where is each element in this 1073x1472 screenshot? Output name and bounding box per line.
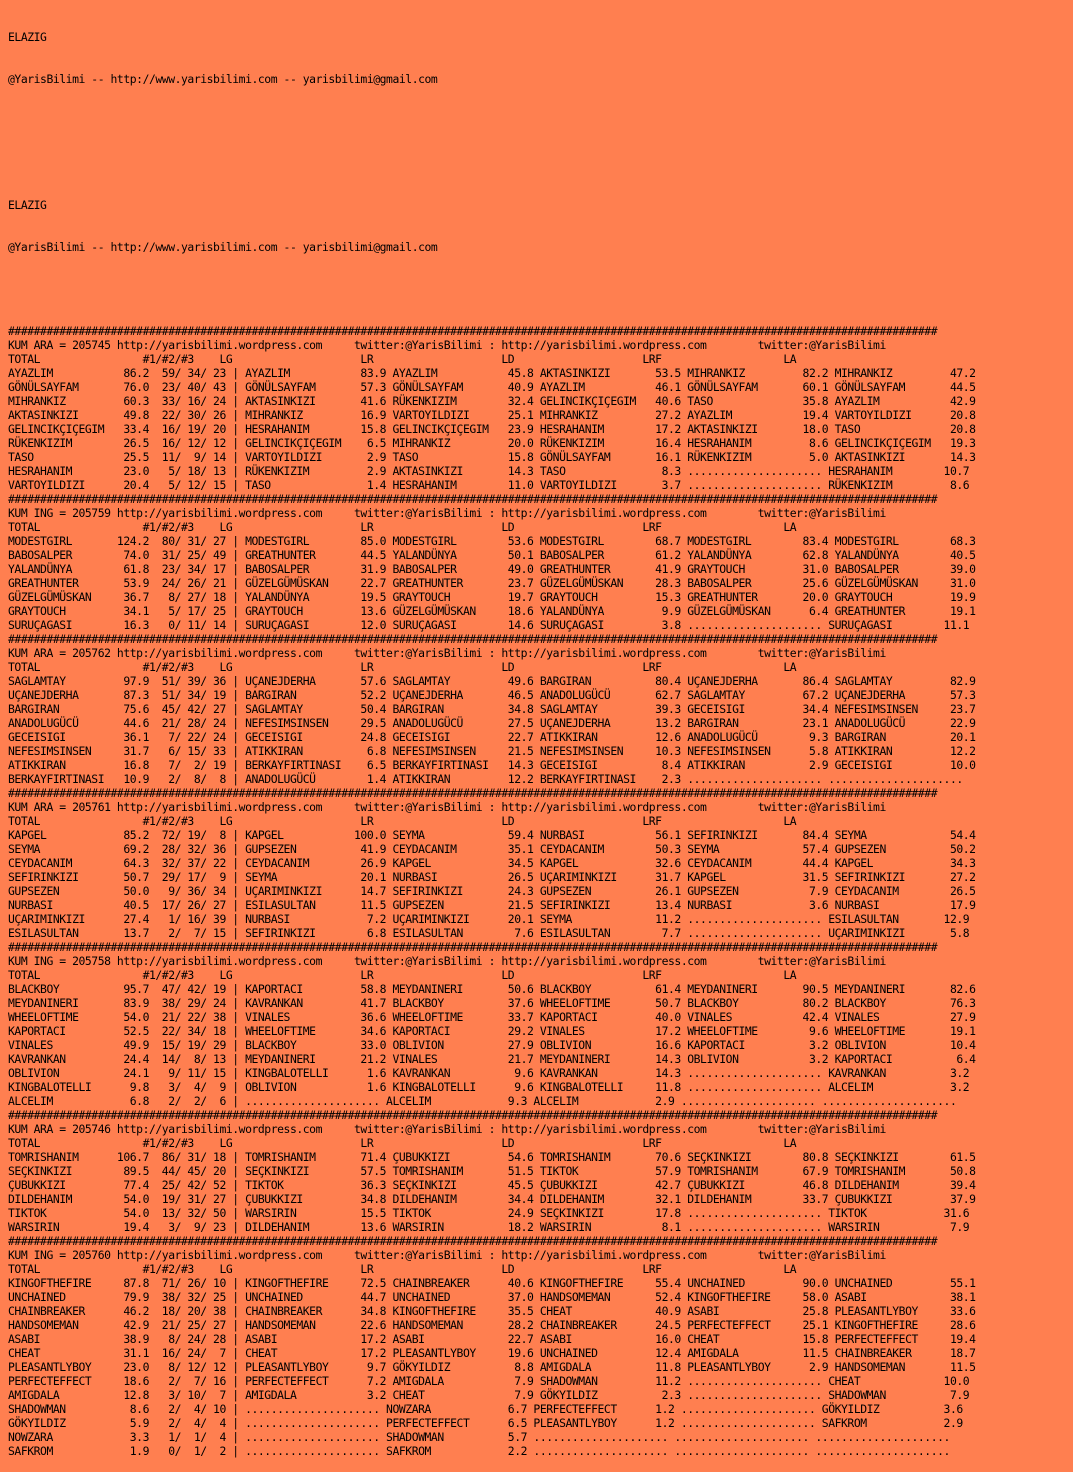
table-row: AKTASINKIZI 49.8 22/ 30/ 26 | MIHRANKIZ 16.9 VARTOYILDIZI 25.1 MIHRANKIZ 27.2 AYAZLIM 19.4 VARTOYILDIZI 20.8 — [8, 408, 976, 422]
table-row: ÇUBUKKIZI 77.4 25/ 42/ 52 | TIKTOK 36.3 SEÇKINKIZI 45.5 ÇUBUKKIZI 42.7 ÇUBUKKIZI 46.8 DILDEHANIM 39.4 — [8, 1178, 976, 1192]
race-info-line: KUM ING = 205759 http://yarisbilimi.wordpress.com twitter:@YarisBilimi : http://yarisbilimi.wordpress.com twitter:@YarisBilimi — [8, 506, 886, 520]
table-row: ASABI 38.9 8/ 24/ 28 | ASABI 17.2 ASABI 22.7 ASABI 16.0 CHEAT 15.8 PERFECTEFFECT 19.4 — [8, 1332, 976, 1346]
column-headers: TOTAL #1/#2/#3 LG LR LD LRF LA — [8, 968, 797, 982]
table-row: KAPORTACI 52.5 22/ 34/ 18 | WHEELOFTIME 34.6 KAPORTACI 29.2 VINALES 17.2 WHEELOFTIME 9.6 WHEELOFTIME 19.1 — [8, 1024, 976, 1038]
table-row: MODESTGIRL 124.2 80/ 31/ 27 | MODESTGIRL 85.0 MODESTGIRL 53.6 MODESTGIRL 68.7 MODESTGIRL 83.4 MODESTGIRL 68.3 — [8, 534, 976, 548]
table-row: GRAYTOUCH 34.1 5/ 17/ 25 | GRAYTOUCH 13.6 GÜZELGÜMÜSKAN 18.6 YALANDÜNYA 9.9 GÜZELGÜMÜSKAN 6.4 GREATHUNTER 19.1 — [8, 604, 976, 618]
column-headers: TOTAL #1/#2/#3 LG LR LD LRF LA — [8, 1262, 797, 1276]
table-row: GECEISIGI 36.1 7/ 22/ 24 | GECEISIGI 24.8 GECEISIGI 22.7 ATIKKIRAN 12.6 ANADOLUGÜCÜ 9.3 BARGIRAN 20.1 — [8, 730, 976, 744]
table-row: NURBASI 40.5 17/ 26/ 27 | ESILASULTAN 11.5 GUPSEZEN 21.5 SEFIRINKIZI 13.4 NURBASI 3.6 NURBASI 17.9 — [8, 898, 976, 912]
column-headers: TOTAL #1/#2/#3 LG LR LD LRF LA — [8, 352, 797, 366]
table-row: AMIGDALA 12.8 3/ 10/ 7 | AMIGDALA 3.2 CHEAT 7.9 GÖKYILDIZ 2.3 ..................... SHADOWMAN 7.9 — [8, 1388, 970, 1402]
separator-line: ################################################################################################################################################# — [8, 1234, 938, 1248]
table-row: VARTOYILDIZI 20.4 5/ 12/ 15 | TASO 1.4 HESRAHANIM 11.0 VARTOYILDIZI 3.7 ..................... RÜKENKIZIM 8.6 — [8, 478, 970, 492]
column-headers: TOTAL #1/#2/#3 LG LR LD LRF LA — [8, 660, 797, 674]
table-row: UNCHAINED 79.9 38/ 32/ 25 | UNCHAINED 44.7 UNCHAINED 37.0 HANDSOMEMAN 52.4 KINGOFTHEFIRE 58.0 ASABI 38.1 — [8, 1290, 976, 1304]
table-row: WHEELOFTIME 54.0 21/ 22/ 38 | VINALES 36.6 WHEELOFTIME 33.7 KAPORTACI 40.0 VINALES 42.4 VINALES 27.9 — [8, 1010, 976, 1024]
race-table — [8, 324, 1073, 492]
table-row: AYAZLIM 86.2 59/ 34/ 23 | AYAZLIM 83.9 AYAZLIM 45.8 AKTASINKIZI 53.5 MIHRANKIZ 82.2 MIHRANKIZ 47.2 — [8, 366, 976, 380]
table-row: GELINCIKÇIÇEGIM 33.4 16/ 19/ 20 | HESRAHANIM 15.8 GELINCIKÇIÇEGIM 23.9 HESRAHANIM 17.2 AKTASINKIZI 18.0 TASO 20.8 — [8, 422, 976, 436]
race-table — [8, 940, 1073, 1108]
race-tables — [8, 324, 1073, 1458]
table-row: OBLIVION 24.1 9/ 11/ 15 | KINGBALOTELLI 1.6 KAVRANKAN 9.6 KAVRANKAN 14.3 ..................... KAVRANKAN 3.2 — [8, 1066, 970, 1080]
table-row: HESRAHANIM 23.0 5/ 18/ 13 | RÜKENKIZIM 2.9 AKTASINKIZI 14.3 TASO 8.3 ..................... HESRAHANIM 10.7 — [8, 464, 970, 478]
table-row: CHEAT 31.1 16/ 24/ 7 | CHEAT 17.2 PLEASANTLYBOY 19.6 UNCHAINED 12.4 AMIGDALA 11.5 CHAINBREAKER 18.7 — [8, 1346, 976, 1360]
column-headers: TOTAL #1/#2/#3 LG LR LD LRF LA — [8, 520, 797, 534]
table-row: YALANDÜNYA 61.8 23/ 34/ 17 | BABOSALPER 31.9 BABOSALPER 49.0 GREATHUNTER 41.9 GRAYTOUCH 31.0 BABOSALPER 39.0 — [8, 562, 976, 576]
column-headers: TOTAL #1/#2/#3 LG LR LD LRF LA — [8, 1136, 797, 1150]
table-row: GÖNÜLSAYFAM 76.0 23/ 40/ 43 | GÖNÜLSAYFAM 57.3 GÖNÜLSAYFAM 40.9 AYAZLIM 46.1 GÖNÜLSAYFAM 60.1 GÖNÜLSAYFAM 44.5 — [8, 380, 976, 394]
table-row: KAVRANKAN 24.4 14/ 8/ 13 | MEYDANINERI 21.2 VINALES 21.7 MEYDANINERI 14.3 OBLIVION 3.2 KAPORTACI 6.4 — [8, 1052, 976, 1066]
table-row: CHAINBREAKER 46.2 18/ 20/ 38 | CHAINBREAKER 34.8 KINGOFTHEFIRE 35.5 CHEAT 40.9 ASABI 25.8 PLEASANTLYBOY 33.6 — [8, 1304, 976, 1318]
race-info-line: KUM ARA = 205746 http://yarisbilimi.wordpress.com twitter:@YarisBilimi : http://yarisbilimi.wordpress.com twitter:@YarisBilimi — [8, 1122, 886, 1136]
table-row: SEÇKINKIZI 89.5 44/ 45/ 20 | SEÇKINKIZI 57.5 TOMRISHANIM 51.5 TIKTOK 57.9 TOMRISHANIM 67.9 TOMRISHANIM 50.8 — [8, 1164, 976, 1178]
table-row: KAPGEL 85.2 72/ 19/ 8 | KAPGEL 100.0 SEYMA 59.4 NURBASI 56.1 SEFIRINKIZI 84.4 SEYMA 54.4 — [8, 828, 976, 842]
race-info-line: KUM ARA = 205761 http://yarisbilimi.wordpress.com twitter:@YarisBilimi : http://yarisbilimi.wordpress.com twitter:@YarisBilimi — [8, 800, 886, 814]
race-table — [8, 492, 1073, 632]
race-table — [8, 1234, 1073, 1458]
race-info-line: KUM ARA = 205745 http://yarisbilimi.wordpress.com twitter:@YarisBilimi : http://yarisbilimi.wordpress.com twitter:@YarisBilimi — [8, 338, 886, 352]
table-row: MIHRANKIZ 60.3 33/ 16/ 24 | AKTASINKIZI 41.6 RÜKENKIZIM 32.4 GELINCIKÇIÇEGIM 40.6 TASO 35.8 AYAZLIM 42.9 — [8, 394, 976, 408]
table-row: TASO 25.5 11/ 9/ 14 | VARTOYILDIZI 2.9 TASO 15.8 GÖNÜLSAYFAM 16.1 RÜKENKIZIM 5.0 AKTASINKIZI 14.3 — [8, 450, 976, 464]
race-info-line: KUM ING = 205760 http://yarisbilimi.wordpress.com twitter:@YarisBilimi : http://yarisbilimi.wordpress.com twitter:@YarisBilimi — [8, 1248, 886, 1262]
table-row: BERKAYFIRTINASI 10.9 2/ 8/ 8 | ANADOLUGÜCÜ 1.4 ATIKKIRAN 12.2 BERKAYFIRTINASI 2.3 ..................... ..................... — [8, 772, 963, 786]
table-row: MEYDANINERI 83.9 38/ 29/ 24 | KAVRANKAN 41.7 BLACKBOY 37.6 WHEELOFTIME 50.7 BLACKBOY 80.2 BLACKBOY 76.3 — [8, 996, 976, 1010]
race-info-line: KUM ARA = 205762 http://yarisbilimi.wordpress.com twitter:@YarisBilimi : http://yarisbilimi.wordpress.com twitter:@YarisBilimi — [8, 646, 886, 660]
table-row: PERFECTEFFECT 18.6 2/ 7/ 16 | PERFECTEFFECT 7.2 AMIGDALA 7.9 SHADOWMAN 11.2 ..................... CHEAT 10.0 — [8, 1374, 970, 1388]
separator-line: ################################################################################################################################################# — [8, 632, 938, 646]
separator-line: ################################################################################################################################################# — [8, 1108, 938, 1122]
race-table — [8, 786, 1073, 940]
table-row: ATIKKIRAN 16.8 7/ 2/ 19 | BERKAYFIRTINASI 6.5 BERKAYFIRTINASI 14.3 GECEISIGI 8.4 ATIKKIRAN 2.9 GECEISIGI 10.0 — [8, 758, 976, 772]
separator-line: ################################################################################################################################################# — [8, 940, 938, 954]
table-row: WARSIRIN 19.4 3/ 9/ 23 | DILDEHANIM 13.6 WARSIRIN 18.2 WARSIRIN 8.1 ..................... WARSIRIN 7.9 — [8, 1220, 970, 1234]
table-row: GUPSEZEN 50.0 9/ 36/ 34 | UÇARIMINKIZI 14.7 SEFIRINKIZI 24.3 GUPSEZEN 26.1 GUPSEZEN 7.9 CEYDACANIM 26.5 — [8, 884, 976, 898]
table-row: VINALES 49.9 15/ 19/ 29 | BLACKBOY 33.0 OBLIVION 27.9 OBLIVION 16.6 KAPORTACI 3.2 OBLIVION 10.4 — [8, 1038, 976, 1052]
contact-line: @YarisBilimi -- http://www.yarisbilimi.com -- yarisbilimi@gmail.com — [8, 240, 438, 254]
table-row: UÇANEJDERHA 87.3 51/ 34/ 19 | BARGIRAN 52.2 UÇANEJDERHA 46.5 ANADOLUGÜCÜ 62.7 SAGLAMTAY 67.2 UÇANEJDERHA 57.3 — [8, 688, 976, 702]
table-row: KINGOFTHEFIRE 87.8 71/ 26/ 10 | KINGOFTHEFIRE 72.5 CHAINBREAKER 40.6 KINGOFTHEFIRE 55.4 UNCHAINED 90.0 UNCHAINED 55.1 — [8, 1276, 976, 1290]
table-row: GÖKYILDIZ 5.9 2/ 4/ 4 | ..................... PERFECTEFFECT 6.5 PLEASANTLYBOY 1.2 ..................... SAFKROM 2.9 — [8, 1416, 963, 1430]
table-row: SHADOWMAN 8.6 2/ 4/ 10 | ..................... NOWZARA 6.7 PERFECTEFFECT 1.2 ..................... GÖKYILDIZ 3.6 — [8, 1402, 963, 1416]
table-row: UÇARIMINKIZI 27.4 1/ 16/ 39 | NURBASI 7.2 UÇARIMINKIZI 20.1 SEYMA 11.2 ..................... ESILASULTAN 12.9 — [8, 912, 970, 926]
spacer — [8, 114, 1073, 128]
table-row: GÜZELGÜMÜSKAN 36.7 8/ 27/ 18 | YALANDÜNYA 19.5 GRAYTOUCH 19.7 GRAYTOUCH 15.3 GREATHUNTER 20.0 GRAYTOUCH 19.9 — [8, 590, 976, 604]
column-headers: TOTAL #1/#2/#3 LG LR LD LRF LA — [8, 814, 797, 828]
table-row: SAGLAMTAY 97.9 51/ 39/ 36 | UÇANEJDERHA 57.6 SAGLAMTAY 49.6 BARGIRAN 80.4 UÇANEJDERHA 86.4 SAGLAMTAY 82.9 — [8, 674, 976, 688]
table-row: BARGIRAN 75.6 45/ 42/ 27 | SAGLAMTAY 50.4 BARGIRAN 34.8 SAGLAMTAY 39.3 GECEISIGI 34.4 NEFESIMSINSEN 23.7 — [8, 702, 976, 716]
separator-line: ################################################################################################################################################# — [8, 786, 938, 800]
table-row: RÜKENKIZIM 26.5 16/ 12/ 12 | GELINCIKÇIÇEGIM 6.5 MIHRANKIZ 20.0 RÜKENKIZIM 16.4 HESRAHANIM 8.6 GELINCIKÇIÇEGIM 19.3 — [8, 436, 976, 450]
table-row: NOWZARA 3.3 1/ 1/ 4 | ..................... SHADOWMAN 5.7 ..................... ..................... ..................... — [8, 1430, 950, 1444]
report-title: ELAZIG — [8, 198, 47, 212]
separator-line: ################################################################################################################################################# — [8, 492, 938, 506]
table-row: BLACKBOY 95.7 47/ 42/ 19 | KAPORTACI 58.8 MEYDANINERI 50.6 BLACKBOY 61.4 MEYDANINERI 90.5 MEYDANINERI 82.6 — [8, 982, 976, 996]
table-row: ANADOLUGÜCÜ 44.6 21/ 28/ 24 | NEFESIMSINSEN 29.5 ANADOLUGÜCÜ 27.5 UÇANEJDERHA 13.2 BARGIRAN 23.1 ANADOLUGÜCÜ 22.9 — [8, 716, 976, 730]
table-row: SEFIRINKIZI 50.7 29/ 17/ 9 | SEYMA 20.1 NURBASI 26.5 UÇARIMINKIZI 31.7 KAPGEL 31.5 SEFIRINKIZI 27.2 — [8, 870, 976, 884]
table-row: CEYDACANIM 64.3 32/ 37/ 22 | CEYDACANIM 26.9 KAPGEL 34.5 KAPGEL 32.6 CEYDACANIM 44.4 KAPGEL 34.3 — [8, 856, 976, 870]
table-row: SAFKROM 1.9 0/ 1/ 2 | ..................... SAFKROM 2.2 ..................... ..................... ..................... — [8, 1444, 950, 1458]
spacer — [8, 156, 1073, 170]
table-row: ALCELIM 6.8 2/ 2/ 6 | ..................... ALCELIM 9.3 ALCELIM 2.9 ..................... ..................... — [8, 1094, 957, 1108]
table-row: ESILASULTAN 13.7 2/ 7/ 15 | SEFIRINKIZI 6.8 ESILASULTAN 7.6 ESILASULTAN 7.7 ..................... UÇARIMINKIZI 5.8 — [8, 926, 970, 940]
spacer — [8, 282, 1073, 296]
table-row: SEYMA 69.2 28/ 32/ 36 | GUPSEZEN 41.9 CEYDACANIM 35.1 CEYDACANIM 50.3 SEYMA 57.4 GUPSEZEN 50.2 — [8, 842, 976, 856]
table-row: TIKTOK 54.0 13/ 32/ 50 | WARSIRIN 15.5 TIKTOK 24.9 SEÇKINKIZI 17.8 ..................... TIKTOK 31.6 — [8, 1206, 970, 1220]
contact-line: @YarisBilimi -- http://www.yarisbilimi.com -- yarisbilimi@gmail.com — [8, 72, 438, 86]
race-table — [8, 632, 1073, 786]
race-info-line: KUM ING = 205758 http://yarisbilimi.wordpress.com twitter:@YarisBilimi : http://yarisbilimi.wordpress.com twitter:@YarisBilimi — [8, 954, 886, 968]
table-row: PLEASANTLYBOY 23.0 8/ 12/ 12 | PLEASANTLYBOY 9.7 GÖKYILDIZ 8.8 AMIGDALA 11.8 PLEASANTLYBOY 2.9 HANDSOMEMAN 11.5 — [8, 1360, 976, 1374]
separator-line: ################################################################################################################################################# — [8, 324, 938, 338]
table-row: NEFESIMSINSEN 31.7 6/ 15/ 33 | ATIKKIRAN 6.8 NEFESIMSINSEN 21.5 NEFESIMSINSEN 10.3 NEFESIMSINSEN 5.8 ATIKKIRAN 12.2 — [8, 744, 976, 758]
table-row: BABOSALPER 74.0 31/ 25/ 49 | GREATHUNTER 44.5 YALANDÜNYA 50.1 BABOSALPER 61.2 YALANDÜNYA 62.8 YALANDÜNYA 40.5 — [8, 548, 976, 562]
race-table — [8, 1108, 1073, 1234]
table-row: TOMRISHANIM 106.7 86/ 31/ 18 | TOMRISHANIM 71.4 ÇUBUKKIZI 54.6 TOMRISHANIM 70.6 SEÇKINKIZI 80.8 SEÇKINKIZI 61.5 — [8, 1150, 976, 1164]
table-row: KINGBALOTELLI 9.8 3/ 4/ 9 | OBLIVION 1.6 KINGBALOTELLI 9.6 KINGBALOTELLI 11.8 ..................... ALCELIM 3.2 — [8, 1080, 970, 1094]
table-row: GREATHUNTER 53.9 24/ 26/ 21 | GÜZELGÜMÜSKAN 22.7 GREATHUNTER 23.7 GÜZELGÜMÜSKAN 28.3 BABOSALPER 25.6 GÜZELGÜMÜSKAN 31.0 — [8, 576, 976, 590]
report-title: ELAZIG — [8, 30, 47, 44]
table-row: DILDEHANIM 54.0 19/ 31/ 27 | ÇUBUKKIZI 34.8 DILDEHANIM 34.4 DILDEHANIM 32.1 DILDEHANIM 33.7 ÇUBUKKIZI 37.9 — [8, 1192, 976, 1206]
table-row: SURUÇAGASI 16.3 0/ 11/ 14 | SURUÇAGASI 12.0 SURUÇAGASI 14.6 SURUÇAGASI 3.8 ..................... SURUÇAGASI 11.1 — [8, 618, 970, 632]
table-row: HANDSOMEMAN 42.9 21/ 25/ 27 | HANDSOMEMAN 22.6 HANDSOMEMAN 28.2 CHAINBREAKER 24.5 PERFECTEFFECT 25.1 KINGOFTHEFIRE 28.6 — [8, 1318, 976, 1332]
